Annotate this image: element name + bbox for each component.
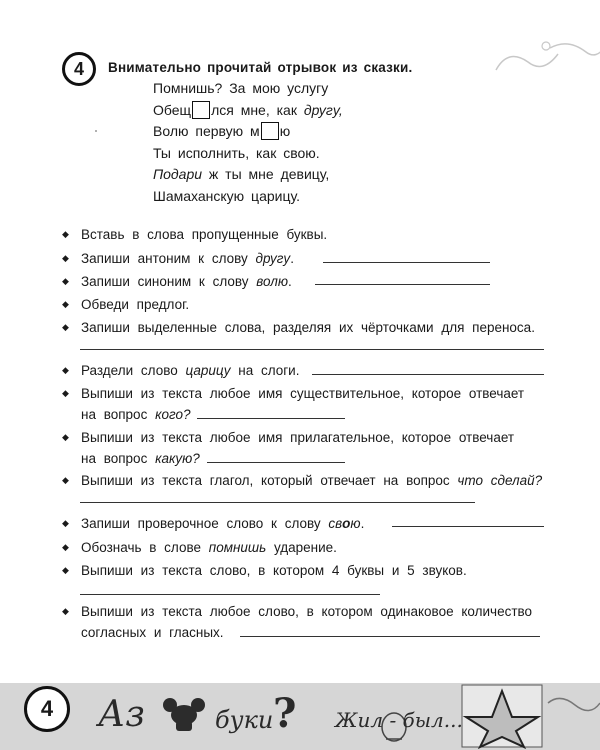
- poem-line-4: Ты исполнить, как свою.: [153, 144, 320, 161]
- page-number: 4: [24, 686, 70, 732]
- star-icon: [462, 685, 542, 747]
- footer-word-zhil-byl: Жил - был...: [335, 708, 463, 732]
- footer-doodles: [0, 683, 600, 750]
- footer-word-az: Аз: [98, 694, 145, 735]
- bullet-icon: ◆: [62, 432, 69, 442]
- poem-line-5: Подари ж ты мне девицу,: [153, 166, 330, 182]
- bullet-icon: ◆: [62, 388, 69, 398]
- answer-line[interactable]: [240, 636, 540, 637]
- bullet-icon: ◆: [62, 518, 69, 528]
- bullet-icon: ◆: [62, 276, 69, 286]
- answer-line[interactable]: [315, 284, 490, 285]
- bullet-icon: ◆: [62, 565, 69, 575]
- answer-line[interactable]: [323, 262, 490, 263]
- poem-line-2: Обещ лся мне, как другу,: [153, 101, 343, 118]
- answer-line[interactable]: [80, 502, 475, 503]
- answer-line[interactable]: [80, 594, 380, 595]
- swirl-icon: [548, 698, 600, 710]
- task-list: ◆ Вставь в слова пропущенные буквы. ◆ Запиши антоним к слову другу. ◆ Запиши синоним к слову волю. ◆ Обведи предлог. ◆ Запиши выделенные слова, разделяя их чёрточками для переноса. ◆ Раздели слово царицу на слоги. ◆ Выпиши из текста любое имя существительное, которое отвечает на вопрос кого? ◆ Выпиши из текста любое имя прилагательное, которое отвечает на вопрос какую? ◆ Выпиши из текста глагол, который отвечает на вопрос что сделай? ◆ Запиши проверочное слово к слову свою. ◆ Обозначь в слове помнишь ударение. ◆ Выпиши из текста слово, в котором 4 буквы и 5 звуков. ◆ Выпиши из текста любое слово, в котором одинаковое количество согласных и гласных.: [0, 0, 600, 680]
- bullet-icon: ◆: [62, 606, 69, 616]
- bullet-icon: ◆: [62, 229, 69, 239]
- task-number-badge: 4: [62, 52, 96, 86]
- task-instruction: Внимательно прочитай отрывок из сказки.: [108, 60, 413, 75]
- answer-line[interactable]: [207, 462, 345, 463]
- bullet-icon: ◆: [62, 365, 69, 375]
- footer-word-buki: буки: [215, 706, 274, 734]
- bullet-icon: ◆: [62, 542, 69, 552]
- answer-line[interactable]: [392, 526, 544, 527]
- poem-line-3: Волю первую м ю: [153, 123, 291, 139]
- answer-line[interactable]: [312, 374, 544, 375]
- poem-line-6: Шамаханскую царицу.: [153, 187, 300, 204]
- bullet-icon: ◆: [62, 299, 69, 309]
- bullet-icon: ◆: [62, 322, 69, 332]
- bullet-icon: ◆: [62, 253, 69, 263]
- footer-question-mark: ?: [273, 690, 297, 737]
- cartoon-cat-icon: [163, 698, 205, 731]
- poem-line-1: Помнишь? За мою услугу: [153, 80, 329, 96]
- answer-line[interactable]: [197, 418, 345, 419]
- answer-line[interactable]: [80, 349, 544, 350]
- bullet-icon: ◆: [62, 475, 69, 485]
